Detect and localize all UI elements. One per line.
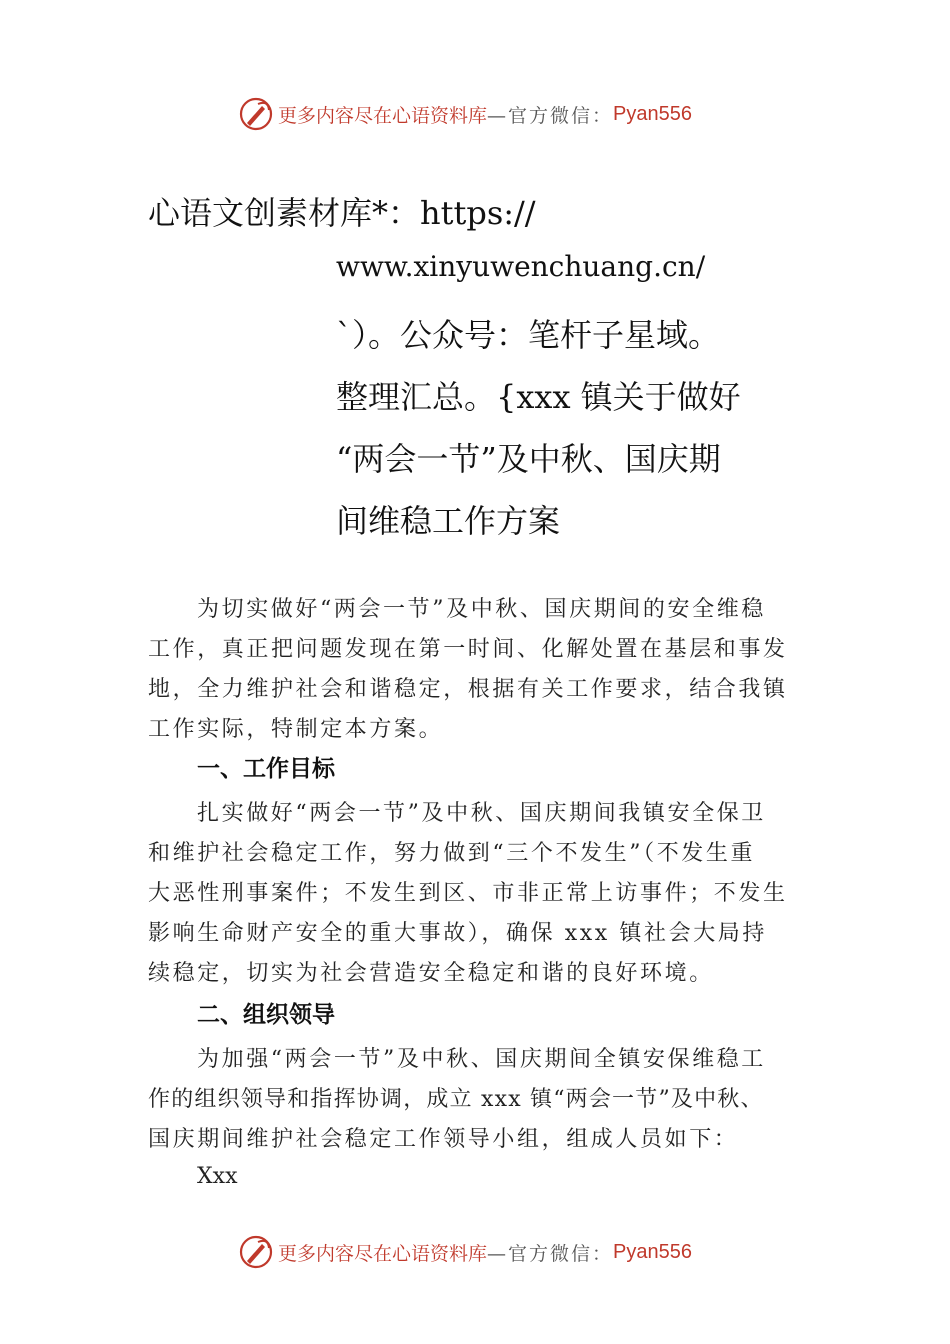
banner-text: 更多内容尽在心语资料库 bbox=[278, 104, 488, 127]
org-line-1: 为加强“两会一节”及中秋、国庆期间全镇安保维稳工 bbox=[197, 1047, 766, 1072]
title-line-6: 间维稳工作方案 bbox=[336, 502, 561, 540]
banner-wechat-label: —官方微信： bbox=[487, 1242, 614, 1265]
title-line-1: 心语文创素材库*：https:// bbox=[148, 194, 536, 232]
intro-line-1: 为切实做好“两会一节”及中秋、国庆期间的安全维稳 bbox=[197, 597, 766, 622]
title-line-5: “两会一节”及中秋、国庆期 bbox=[336, 440, 721, 478]
goal-line-2: 和维护社会稳定工作，努力做到“三个不发生”（不发生重 bbox=[148, 841, 756, 866]
goal-line-5: 续稳定，切实为社会营造安全稳定和谐的良好环境。 bbox=[148, 961, 714, 986]
intro-line-4: 工作实际，特制定本方案。 bbox=[148, 717, 444, 742]
title-line-2: www.xinyuwenchuang.cn/ bbox=[336, 250, 706, 283]
org-line-3: 国庆期间维护社会稳定工作领导小组，组成人员如下： bbox=[148, 1127, 739, 1152]
pen-logo-icon bbox=[238, 96, 274, 132]
goal-line-3: 大恶性刑事案件；不发生到区、市非正常上访事件；不发生 bbox=[148, 881, 788, 906]
banner-wechat-label: —官方微信： bbox=[487, 104, 614, 127]
banner-text: 更多内容尽在心语资料库 bbox=[278, 1242, 488, 1265]
section-heading-org: 二、组织领导 bbox=[197, 1002, 335, 1028]
title-line-3: `）。公众号：笔杆子星域。 bbox=[336, 316, 721, 354]
pen-logo-icon bbox=[238, 1234, 274, 1270]
footer-banner bbox=[238, 1232, 692, 1272]
section-heading-goal: 一、工作目标 bbox=[197, 756, 335, 782]
intro-line-2: 工作，真正把问题发现在第一时间、化解处置在基层和事发 bbox=[148, 637, 788, 662]
goal-line-1: 扎实做好“两会一节”及中秋、国庆期间我镇安全保卫 bbox=[197, 801, 766, 826]
member-name: Xxx bbox=[197, 1164, 238, 1189]
header-banner bbox=[238, 94, 692, 134]
banner-wechat-id: Pyan556 bbox=[613, 102, 692, 125]
intro-line-3: 地，全力维护社会和谐稳定，根据有关工作要求，结合我镇 bbox=[148, 677, 788, 702]
title-line-4: 整理汇总。{xxx 镇关于做好 bbox=[336, 378, 741, 416]
org-line-2: 作的组织领导和指挥协调，成立 xxx 镇“两会一节”及中秋、 bbox=[148, 1087, 764, 1112]
banner-wechat-id: Pyan556 bbox=[613, 1240, 692, 1263]
goal-line-4: 影响生命财产安全的重大事故），确保 xxx 镇社会大局持 bbox=[148, 921, 768, 946]
